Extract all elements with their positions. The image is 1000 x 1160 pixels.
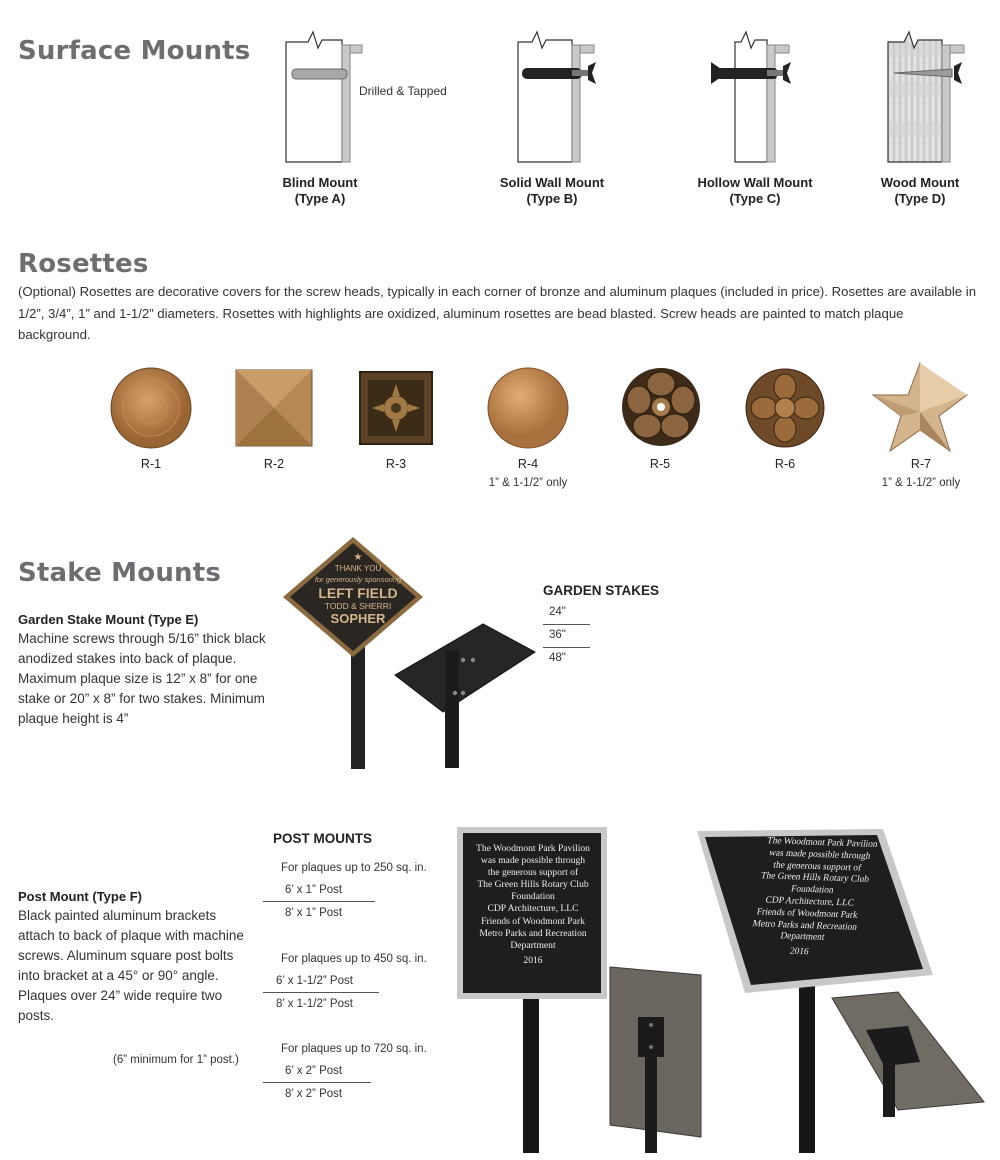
post-mount-subheading: Post Mount (Type F) xyxy=(18,889,142,904)
plaque-line: The Green Hills Rotary Club xyxy=(759,871,870,886)
stake-plaque-line4: TODD & SHERRI xyxy=(324,601,392,611)
rosette-r2-image xyxy=(234,368,314,448)
post-plaque-angled-text xyxy=(716,835,905,962)
rosette-r4-note: 1” & 1-1/2” only xyxy=(488,477,568,489)
hollow-wall-mount-caption xyxy=(680,175,830,207)
garden-stake-back-image xyxy=(393,620,538,770)
garden-stake-body: Machine screws through 5/16” thick black anodized stakes into back of plaque. Maximum plaque size is 12” x 8” for one stake or 20” x 8” for two stakes. Minimum plaque height is 4” xyxy=(18,631,266,726)
rosette-r1-label: R-1 xyxy=(140,457,162,471)
post-group-3-row-1: 6’ x 2” Post xyxy=(285,1065,343,1077)
plaque-line: The Green Hills Rotary Club xyxy=(477,879,589,891)
post-group-1-header: For plaques up to 250 sq. in. xyxy=(281,862,427,874)
rosette-r4-image xyxy=(486,366,570,450)
post-group-1-row-2: 8’ x 1” Post xyxy=(285,907,343,919)
stake-mounts-heading: Stake Mounts xyxy=(18,558,222,588)
post-minimum-note: (6” minimum for 1” post.) xyxy=(113,1054,239,1066)
rosette-r5-label: R-5 xyxy=(649,457,671,471)
mount-name: Blind Mount xyxy=(282,175,358,190)
stake-plaque-line5: SOPHER xyxy=(330,611,386,626)
mount-name: Wood Mount xyxy=(880,175,960,190)
plaque-line: Friends of Woodmont Park xyxy=(755,907,859,921)
wood-mount-caption xyxy=(860,175,980,207)
mount-type: (Type A) xyxy=(294,191,346,206)
solid-wall-mount-diagram xyxy=(510,12,605,170)
stake-plaque-line2: for generously sponsoring xyxy=(314,575,402,584)
rosette-r1-image xyxy=(109,366,193,450)
plaque-line: Metro Parks and Recreation xyxy=(479,927,587,939)
rosettes-description: (Optional) Rosettes are decorative covers for the screw heads, typically in each corner of bronze and aluminum plaques (included in price). Rosettes are available in 1/2”, 3/4”, 1” and 1-1/2” diameters. Rosettes with highlights are oxidized, aluminum rosettes are bead blasted. Screw heads are painted to match plaque background. xyxy=(18,284,977,342)
solid-wall-mount-caption xyxy=(492,175,612,207)
post-plaque-angled-back-image xyxy=(828,990,988,1120)
post-group-2-row-2: 8’ x 1-1/2” Post xyxy=(276,998,353,1010)
plaque-line: the generous support of xyxy=(487,867,579,879)
table-divider xyxy=(263,1082,371,1083)
garden-stake-size-36: 36" xyxy=(549,629,566,641)
rosettes-heading: Rosettes xyxy=(18,249,149,279)
blind-mount-caption xyxy=(260,175,380,207)
plaque-line: Metro Parks and Recreation xyxy=(751,918,858,933)
table-divider xyxy=(543,647,590,648)
rosette-r6-image xyxy=(744,367,826,449)
post-group-1-row-1: 6’ x 1” Post xyxy=(285,884,343,896)
drilled-tapped-label: Drilled & Tapped xyxy=(359,84,447,98)
stake-plaque-text: ★ THANK YOU for generously sponsoring LEFT FIELD TODD & SHERRI SOPHER xyxy=(308,552,408,626)
hollow-wall-mount-diagram xyxy=(705,12,800,170)
plaque-line: Foundation xyxy=(511,891,555,903)
stake-plaque-line1: THANK YOU xyxy=(334,564,382,573)
garden-stake-subheading: Garden Stake Mount (Type E) xyxy=(18,612,199,627)
plaque-line: was made possible through xyxy=(768,848,872,862)
garden-stakes-title: GARDEN STAKES xyxy=(543,583,660,598)
post-mount-body: Black painted aluminum brackets attach to back of plaque with machine screws. Aluminum square post bolts into bracket at a 45° or 90° angle. Plaques over 24” wide require two posts. xyxy=(18,908,244,1023)
plaque-line: CDP Architecture, LLC xyxy=(764,895,856,909)
plaque-line: The Woodmont Park Pavilion xyxy=(765,836,879,850)
post-mounts-title: POST MOUNTS xyxy=(273,831,373,846)
plaque-line: was made possible through xyxy=(480,855,586,867)
plaque-line: CDP Architecture, LLC xyxy=(487,903,579,915)
rosette-r7-label: R-7 xyxy=(910,457,932,471)
rosette-r6-label: R-6 xyxy=(774,457,796,471)
plaque-line: 2016 xyxy=(788,946,810,958)
blind-mount-diagram xyxy=(280,12,370,170)
post-plaque-back-image xyxy=(605,965,705,1155)
post-group-3-row-2: 8’ x 2” Post xyxy=(285,1088,343,1100)
mount-name: Solid Wall Mount xyxy=(499,175,605,190)
rosette-r4-label: R-4 xyxy=(517,457,539,471)
mount-type: (Type C) xyxy=(729,191,781,206)
plaque-line: Department xyxy=(510,939,556,951)
surface-mounts-heading: Surface Mounts xyxy=(18,36,251,66)
plaque-line: Foundation xyxy=(789,884,835,896)
plaque-line: The Woodmont Park Pavilion xyxy=(476,843,590,854)
plaque-line: Department xyxy=(779,931,826,944)
rosette-r5-image xyxy=(620,366,702,448)
table-divider xyxy=(543,624,590,625)
wood-mount-diagram xyxy=(880,12,970,170)
rosette-r7-note: 1” & 1-1/2” only xyxy=(881,477,961,489)
post-group-2-row-1: 6’ x 1-1/2” Post xyxy=(276,975,353,987)
rosette-r3-image xyxy=(358,370,434,446)
garden-stake-size-24: 24" xyxy=(549,606,566,618)
stake-plaque-line3: LEFT FIELD xyxy=(318,585,398,601)
rosette-r7-image xyxy=(870,360,970,456)
table-divider xyxy=(263,992,379,993)
post-group-2-header: For plaques up to 450 sq. in. xyxy=(281,953,427,965)
mount-type: (Type B) xyxy=(526,191,578,206)
mount-name: Hollow Wall Mount xyxy=(697,175,813,190)
plaque-line: Friends of Woodmont Park xyxy=(481,915,585,927)
garden-stake-size-48: 48" xyxy=(549,652,566,664)
plaque-line: 2016 xyxy=(523,954,543,966)
mount-type: (Type D) xyxy=(894,191,946,206)
plaque-line: the generous support of xyxy=(772,860,863,874)
post-plaque-front-text xyxy=(463,843,603,967)
table-divider xyxy=(263,901,375,902)
post-group-3-header: For plaques up to 720 sq. in. xyxy=(281,1043,427,1055)
rosette-r3-label: R-3 xyxy=(385,457,407,471)
rosette-r2-label: R-2 xyxy=(263,457,285,471)
